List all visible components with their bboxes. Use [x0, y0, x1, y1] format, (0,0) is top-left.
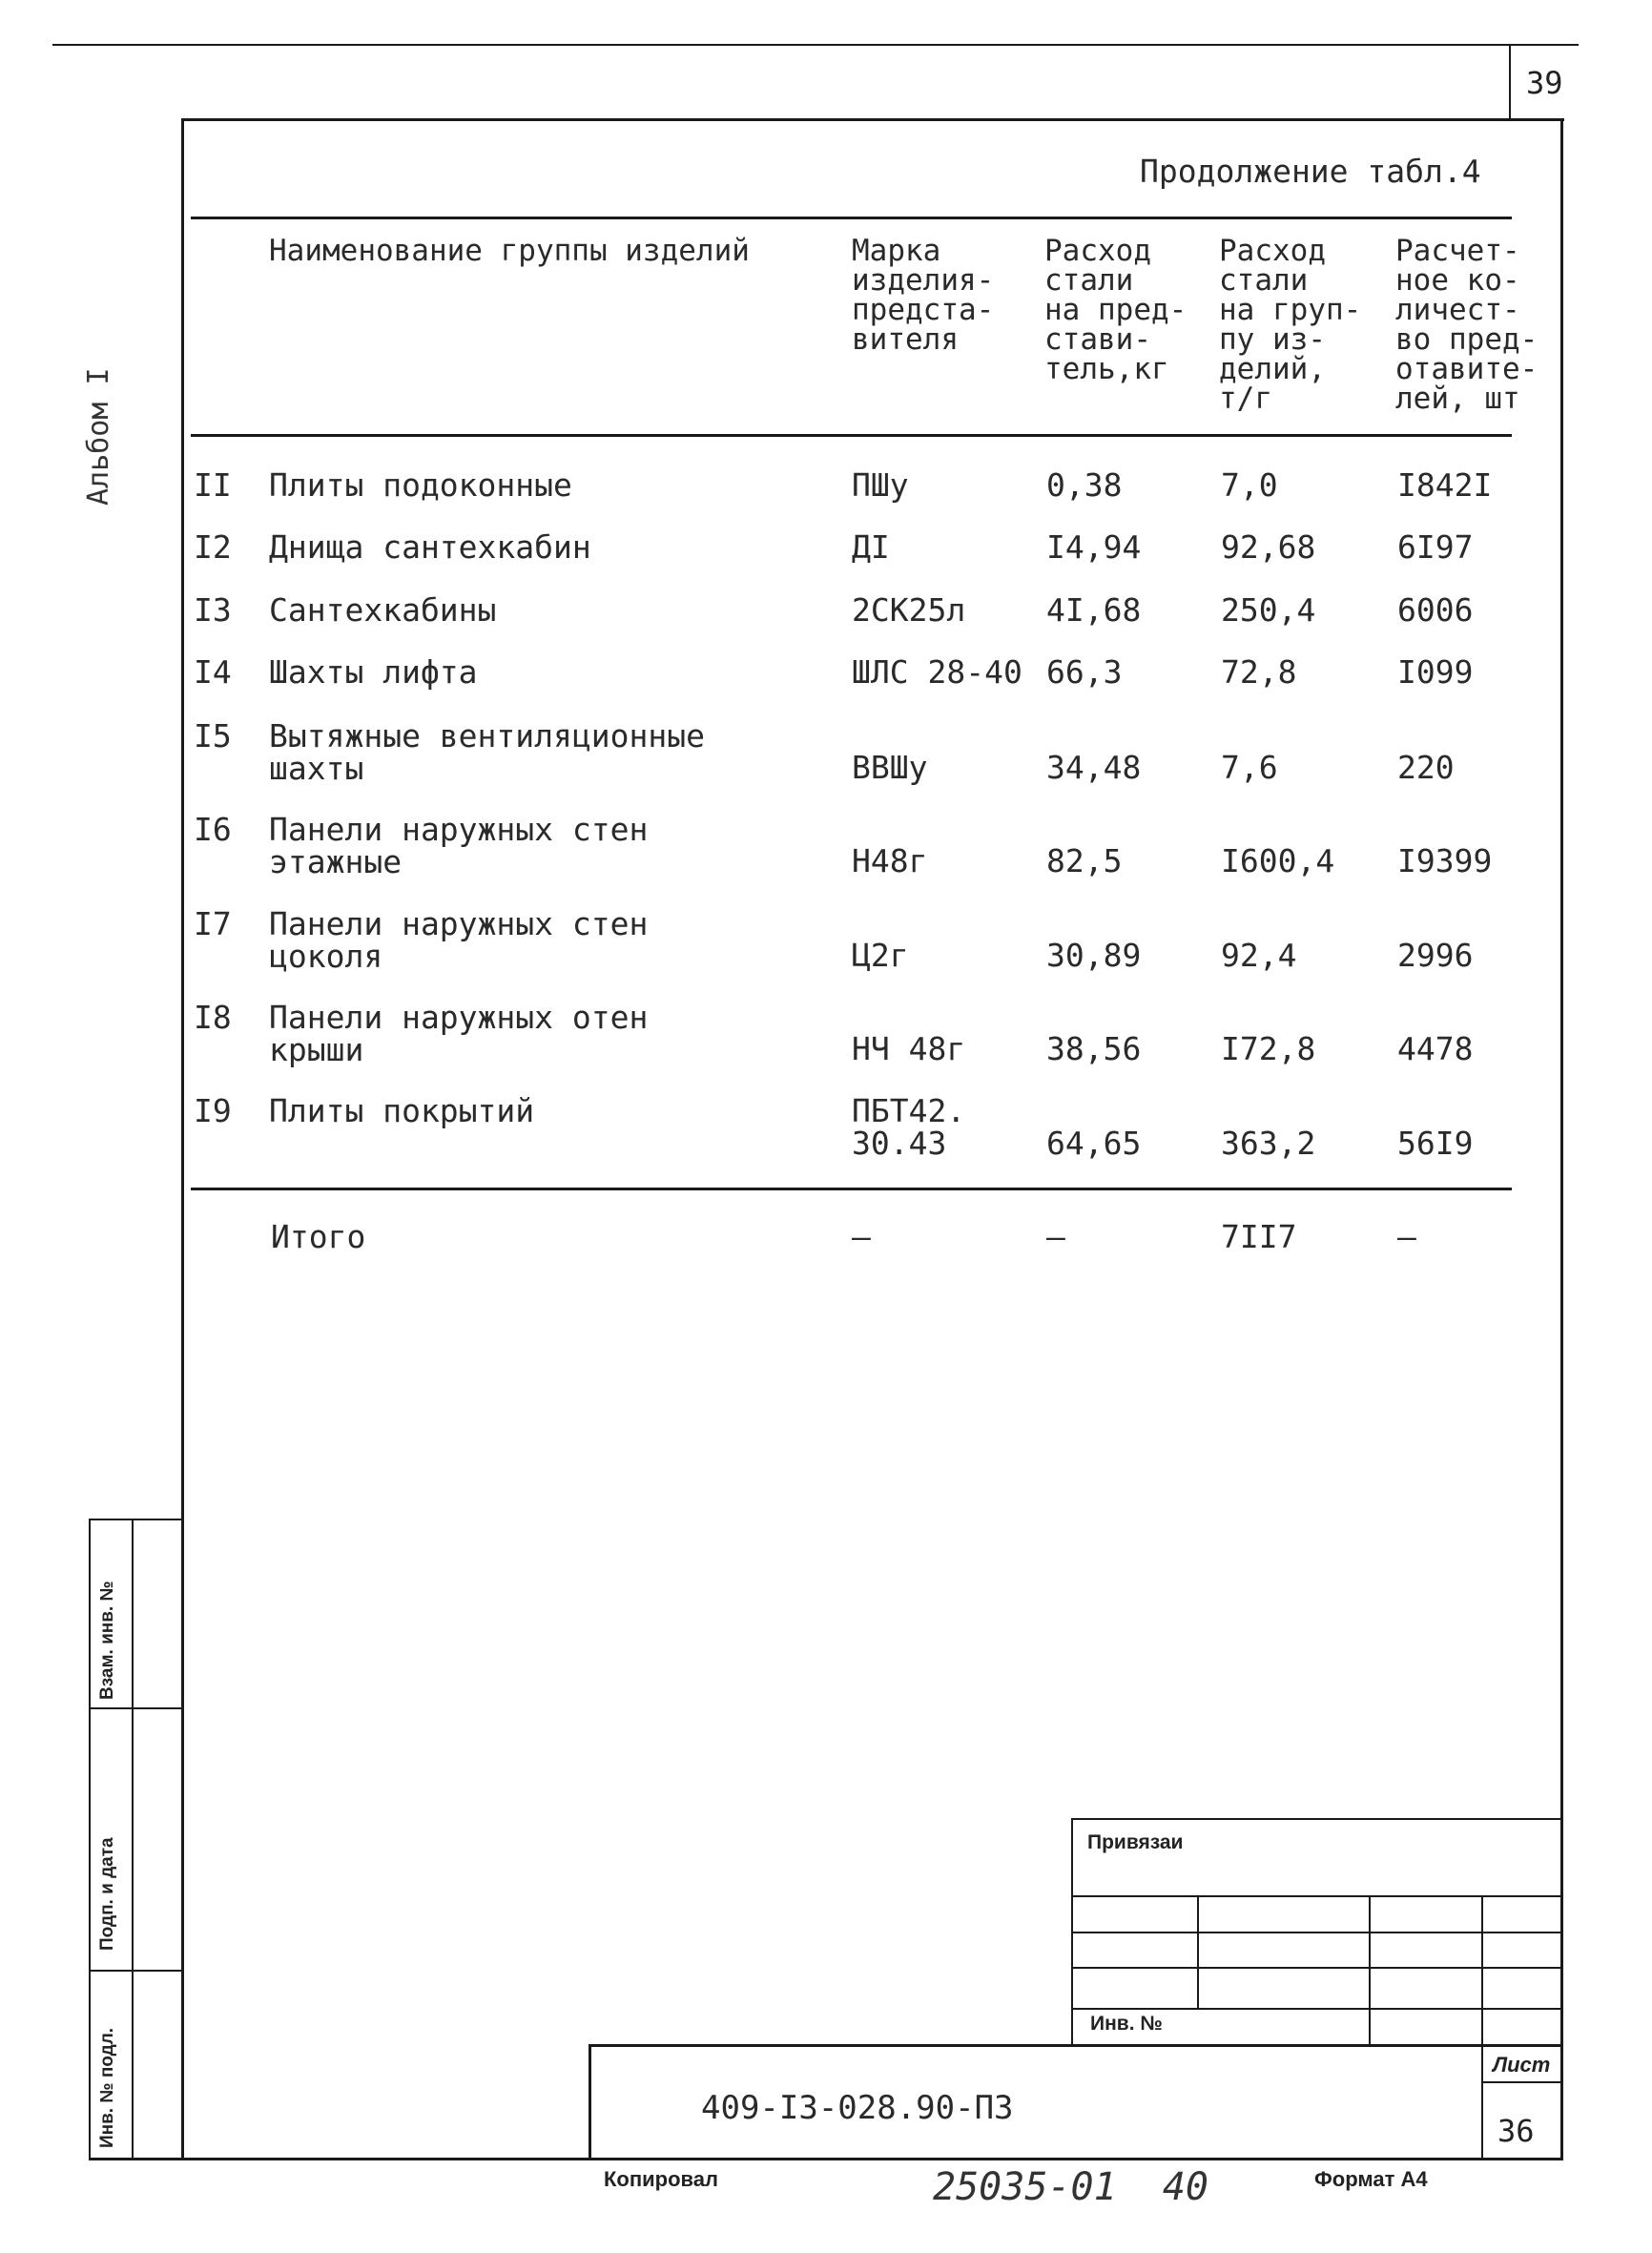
- continuation-heading: Продолжение табл.4: [1140, 153, 1481, 190]
- row-steel-group: I600,4: [1221, 842, 1335, 879]
- row-steel-group: 92,4: [1221, 937, 1297, 974]
- row-number: I9: [194, 1092, 232, 1129]
- row-mark: Ц2г: [852, 937, 909, 974]
- header-steel-group: Расход стали на груп- пу из- делий, т/г: [1219, 234, 1362, 416]
- inv-no-label: Инв. №: [1090, 2013, 1163, 2035]
- row-steel-group: I72,8: [1221, 1030, 1316, 1067]
- binding-grid-rule-2: [1071, 1932, 1562, 1933]
- document-code: 409-I3-028.90-ПЗ: [701, 2089, 1014, 2127]
- row-steel-group: 92,68: [1221, 528, 1316, 566]
- row-name: Плиты покрытий: [269, 1092, 535, 1129]
- row-qty: 220: [1397, 749, 1455, 786]
- row-steel-group: 7,6: [1221, 749, 1278, 786]
- row-mark: ДI: [852, 528, 890, 566]
- row-steel-per-unit: 0,38: [1046, 466, 1123, 504]
- top-rule: [52, 44, 1579, 46]
- row-mark: Н48г: [852, 842, 928, 879]
- row-steel-per-unit: 34,48: [1046, 749, 1142, 786]
- row-qty: I842I: [1397, 466, 1493, 504]
- row-name: Плиты подоконные: [269, 466, 572, 504]
- row-number: I2: [194, 528, 232, 566]
- row-steel-per-unit: 64,65: [1046, 1125, 1142, 1162]
- frame-left: [181, 118, 184, 2160]
- row-qty: 2996: [1397, 937, 1474, 974]
- row-mark: ВВШу: [852, 749, 928, 786]
- title-block-top: [589, 2044, 1562, 2047]
- page-number: 39: [1526, 65, 1563, 101]
- row-name: Шахты лифта: [269, 653, 478, 691]
- row-steel-per-unit: I4,94: [1046, 528, 1142, 566]
- side-stamp-vzam: Взам. инв. №: [97, 1581, 117, 1700]
- header-mark: Марка изделия- предста- вителя: [852, 234, 995, 357]
- row-steel-per-unit: 82,5: [1046, 842, 1123, 879]
- side-stamp-inv: Инв. № подл.: [97, 2027, 117, 2148]
- row-qty: 4478: [1397, 1030, 1474, 1067]
- row-qty: I099: [1397, 653, 1474, 691]
- total-steel-group: 7II7: [1221, 1218, 1297, 1255]
- total-qty: –: [1397, 1218, 1416, 1255]
- side-stamp-rule-2: [89, 1970, 183, 1972]
- binding-block-top: [1071, 1818, 1562, 1820]
- row-steel-per-unit: 4I,68: [1046, 591, 1142, 629]
- title-block-left: [589, 2044, 591, 2160]
- handwritten-number: 25035-01 40: [933, 2165, 1208, 2209]
- row-name: Панели наружных отен крыши: [269, 999, 649, 1068]
- copied-by-label: Копировал: [604, 2167, 719, 2191]
- frame-right: [1560, 118, 1563, 2160]
- row-steel-per-unit: 38,56: [1046, 1030, 1142, 1067]
- total-mark: –: [852, 1218, 871, 1255]
- side-stamp-left: [89, 1519, 91, 2160]
- side-stamp-top: [89, 1519, 183, 1520]
- album-label: Альбом I: [82, 367, 115, 506]
- sheet-label: Лист: [1493, 2053, 1551, 2077]
- row-number: I7: [194, 905, 232, 942]
- row-steel-group: 72,8: [1221, 653, 1297, 691]
- row-number: II: [194, 466, 232, 504]
- binding-grid-rule-3: [1071, 1967, 1562, 1969]
- table-total-rule: [191, 1188, 1512, 1190]
- row-qty: 6I97: [1397, 528, 1474, 566]
- row-qty: I9399: [1397, 842, 1493, 879]
- row-mark: ПШу: [852, 466, 909, 504]
- page-number-box-left: [1509, 44, 1511, 120]
- binding-grid-rule-1: [1071, 1895, 1562, 1897]
- binding-grid-col-2: [1369, 1895, 1371, 2046]
- row-name: Панели наружных стен этажные: [269, 811, 649, 880]
- binding-label: Привязаи: [1087, 1831, 1184, 1853]
- row-qty: 6006: [1397, 591, 1474, 629]
- sheet-cell-left: [1481, 2044, 1483, 2160]
- table-header-top-rule: [191, 217, 1512, 219]
- binding-grid-rule-4: [1071, 2008, 1562, 2010]
- row-number: I3: [194, 591, 232, 629]
- header-steel-per-unit: Расход стали на пред- стави- тель,кг: [1044, 234, 1187, 386]
- binding-grid-col-3: [1481, 1895, 1483, 2046]
- table-header-bottom-rule: [191, 434, 1512, 437]
- row-steel-per-unit: 30,89: [1046, 937, 1142, 974]
- row-mark: 2СК25л: [852, 591, 966, 629]
- sheet-cell-rule: [1481, 2081, 1562, 2083]
- row-steel-group: 250,4: [1221, 591, 1316, 629]
- row-mark: ШЛС 28-40: [852, 653, 1022, 691]
- row-number: I4: [194, 653, 232, 691]
- side-stamp-divider: [132, 1519, 134, 2160]
- binding-grid-col-1: [1197, 1895, 1199, 2008]
- row-number: I5: [194, 717, 232, 754]
- header-name: Наименование группы изделий: [269, 234, 750, 268]
- row-number: I8: [194, 999, 232, 1036]
- total-label: Итого: [271, 1218, 366, 1255]
- sheet-number: 36: [1497, 2113, 1535, 2149]
- row-name: Вытяжные вентиляционные шахты: [269, 717, 705, 787]
- frame-bottom: [89, 2158, 1563, 2160]
- row-number: I6: [194, 811, 232, 848]
- total-steel-per-unit: –: [1046, 1218, 1065, 1255]
- row-name: Панели наружных стен цоколя: [269, 905, 649, 975]
- row-steel-per-unit: 66,3: [1046, 653, 1123, 691]
- frame-top: [181, 118, 1564, 121]
- side-stamp-rule-1: [89, 1707, 183, 1709]
- row-name: Днища сантехкабин: [269, 528, 591, 566]
- row-mark: ПБТ42. 30.43: [852, 1092, 966, 1162]
- row-mark: НЧ 48г: [852, 1030, 966, 1067]
- header-qty: Расчет- ное ко- личест- во пред- отавите- лей, шт: [1395, 234, 1538, 416]
- format-label: Формат А4: [1314, 2167, 1428, 2191]
- side-stamp-podp: Подп. и дата: [97, 1837, 117, 1951]
- row-steel-group: 7,0: [1221, 466, 1278, 504]
- row-qty: 56I9: [1397, 1125, 1474, 1162]
- row-name: Сантехкабины: [269, 591, 497, 629]
- row-steel-group: 363,2: [1221, 1125, 1316, 1162]
